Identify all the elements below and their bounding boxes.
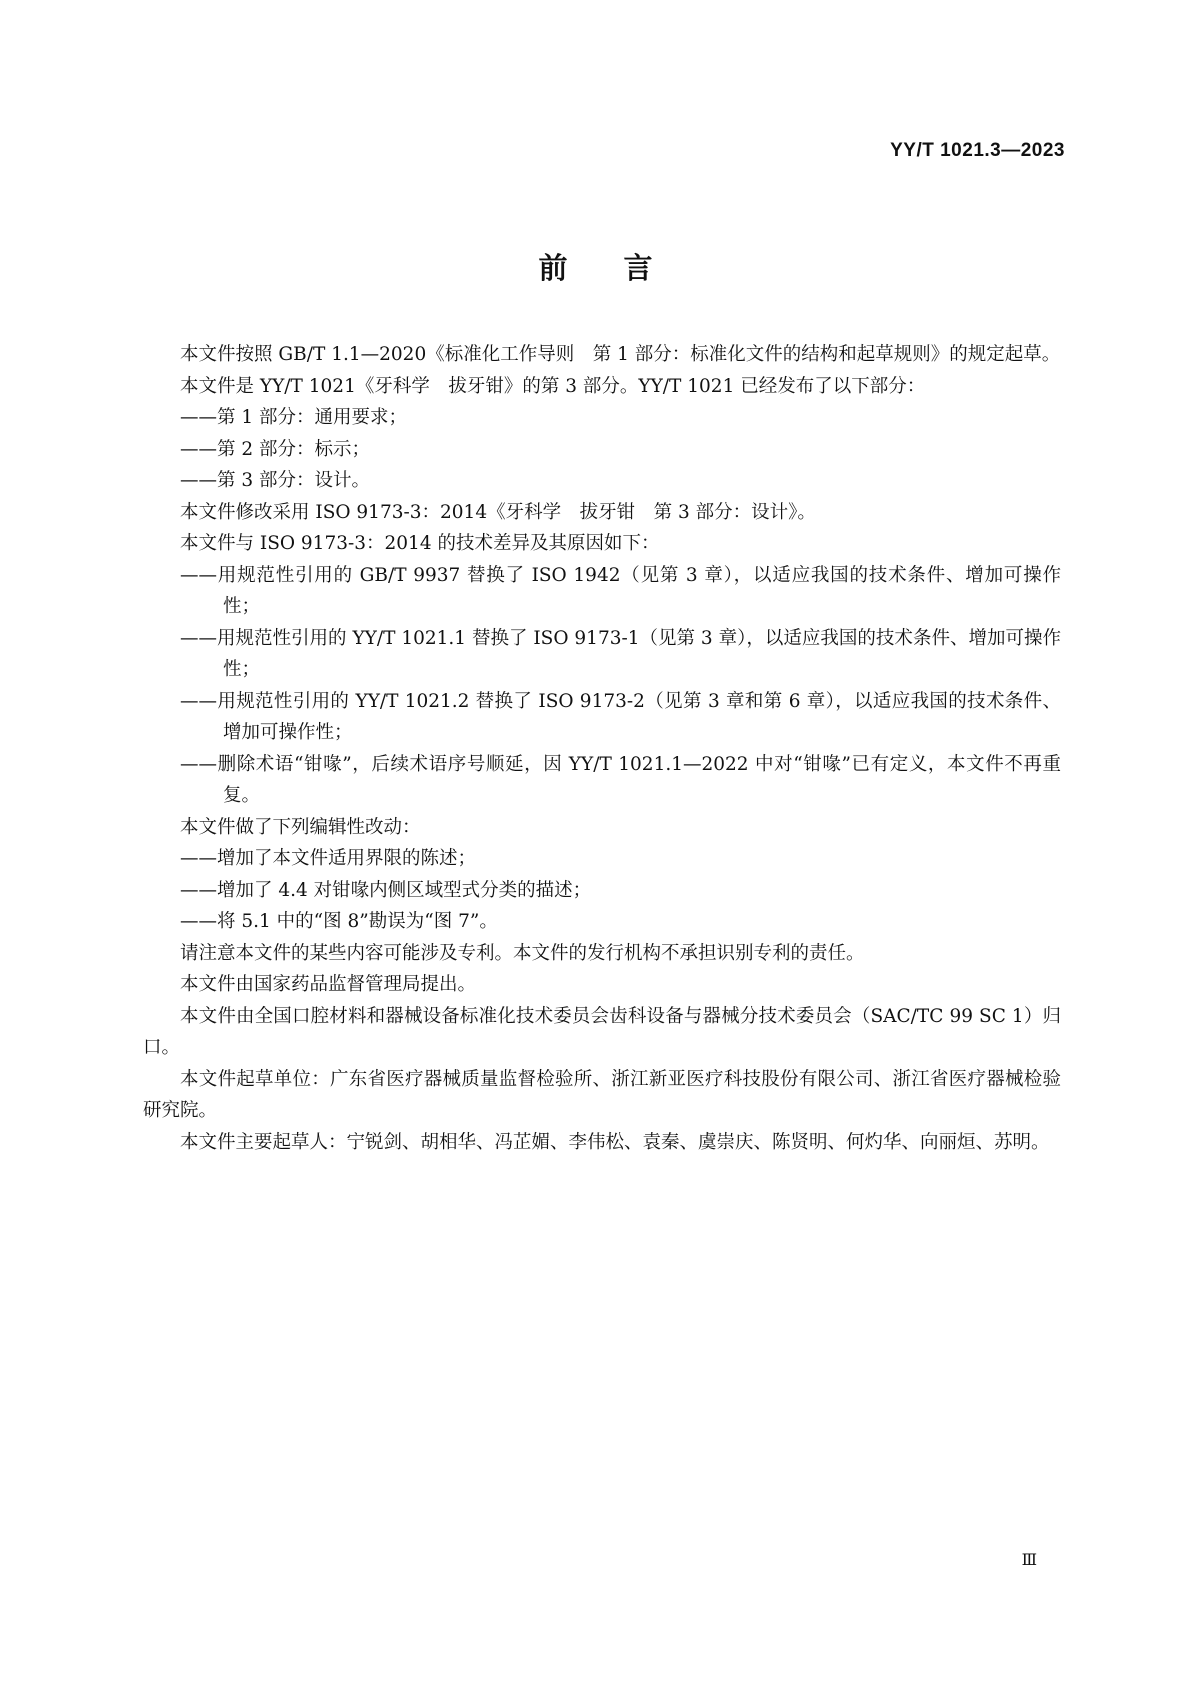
paragraph-drafting-rules: 本文件按照 GB/T 1.1—2020《标准化工作导则 第 1 部分：标准化文件的结构和起草规则》的规定起草。 <box>180 344 1061 365</box>
paragraph-series-intro: 本文件是 YY/T 1021《牙科学 拔牙钳》的第 3 部分。YY/T 1021 已经发布了以下部分： <box>180 375 926 397</box>
paragraph-committee: 本文件由全国口腔材料和器械设备标准化技术委员会齿科设备与器械分技术委员会（SAC/TC 99 SC 1）归口。 <box>143 1005 1061 1058</box>
list-item-difference-1: ——用规范性引用的 GB/T 9937 替换了 ISO 1942（见第 3 章），以适应我国的技术条件、增加可操作性； <box>180 564 1061 617</box>
list-item-difference-3: ——用规范性引用的 YY/T 1021.2 替换了 ISO 9173-2（见第 3 章和第 6 章），以适应我国的技术条件、增加可操作性； <box>180 690 1061 743</box>
paragraph-editorial-changes: 本文件做了下列编辑性改动： <box>180 816 421 838</box>
paragraph-drafters: 本文件主要起草人：宁锐剑、胡相华、冯芷媚、李伟松、袁秦、虞崇庆、陈贤明、何灼华、向丽烜、苏明。 <box>180 1131 1050 1153</box>
paragraph-adoption: 本文件修改采用 ISO 9173-3：2014《牙科学 拔牙钳 第 3 部分：设计》。 <box>180 501 816 523</box>
paragraph-proposer: 本文件由国家药品监督管理局提出。 <box>180 974 477 995</box>
paragraph-technical-differences: 本文件与 ISO 9173-3：2014 的技术差异及其原因如下： <box>180 533 660 554</box>
page-title: 前言 <box>538 251 709 285</box>
list-item-editorial-2: ——增加了 4.4 对钳喙内侧区域型式分类的描述； <box>180 879 592 901</box>
list-item-editorial-1: ——增加了本文件适用界限的陈述； <box>180 848 477 869</box>
foreword-body <box>143 339 1061 1158</box>
list-item-part-2: ——第 2 部分：标示； <box>180 438 371 460</box>
list-item-part-1: ——第 1 部分：通用要求； <box>180 407 408 428</box>
list-item-editorial-3: ——将 5.1 中的“图 8”勘误为“图 7”。 <box>180 911 498 932</box>
list-item-difference-2: ——用规范性引用的 YY/T 1021.1 替换了 ISO 9173-1（见第 3 章），以适应我国的技术条件、增加可操作性； <box>180 627 1061 680</box>
list-item-part-3: ——第 3 部分：设计。 <box>180 470 371 491</box>
paragraph-patent-notice: 请注意本文件的某些内容可能涉及专利。本文件的发行机构不承担识别专利的责任。 <box>180 942 865 964</box>
paragraph-drafting-units: 本文件起草单位：广东省医疗器械质量监督检验所、浙江新亚医疗科技股份有限公司、浙江省医疗器械检验研究院。 <box>143 1068 1061 1121</box>
list-item-difference-4: ——删除术语“钳喙”，后续术语序号顺延，因 YY/T 1021.1—2022 中对“钳喙”已有定义，本文件不再重复。 <box>180 753 1061 806</box>
page-number: Ⅲ <box>1021 1550 1037 1569</box>
standard-code: YY/T 1021.3—2023 <box>890 140 1065 161</box>
